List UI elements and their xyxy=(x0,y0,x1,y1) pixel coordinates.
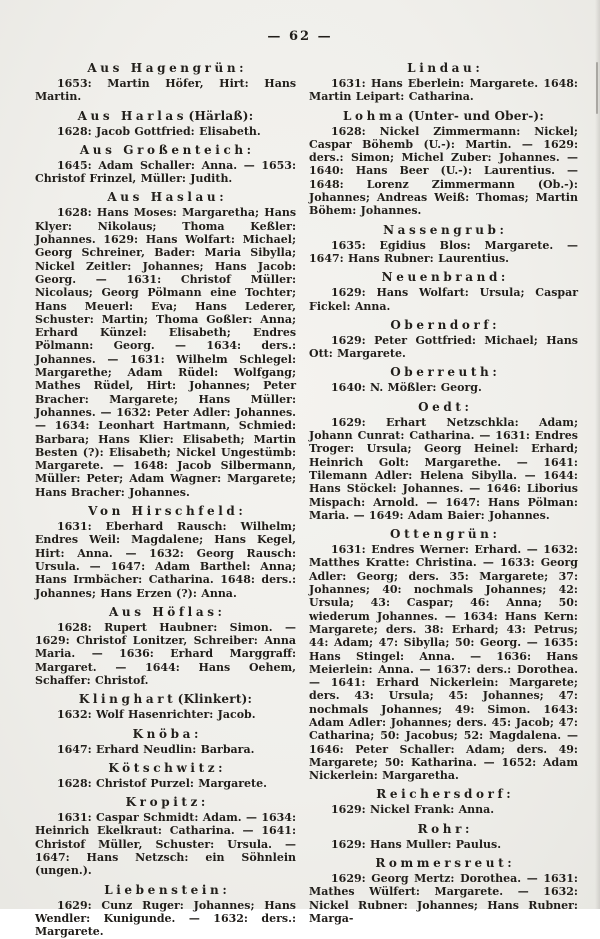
section-oedt xyxy=(309,400,578,522)
section-heading xyxy=(309,856,578,870)
section-heading-main: Nassengrub: xyxy=(383,222,508,237)
section-entries: 1631: Eberhard Rausch: Wilhelm; Endres Weil: Magdalene; Hans Kegel, Hirt: Anna. — 1632: Georg Rausch: Ursula. — 1647: Adam Barthel: Anna; Hans Irmbächer: Catharina. 1648: ders.: Johannes; Hans Erzen (?): Anna. xyxy=(35,520,297,600)
section-heading xyxy=(35,727,296,741)
section-heading xyxy=(309,223,578,237)
section-entries: 1647: Erhard Neudlin: Barbara. xyxy=(57,742,255,756)
section-haslau xyxy=(35,190,296,499)
section-heading xyxy=(35,605,296,619)
two-column-text-block xyxy=(0,44,600,939)
page-column-left xyxy=(35,56,296,939)
section-heading xyxy=(35,504,296,518)
section-kropitz xyxy=(35,795,296,877)
section-heading xyxy=(35,190,296,204)
section-knoeba xyxy=(35,727,296,756)
section-hirschfeld xyxy=(35,504,296,600)
section-heading xyxy=(309,61,578,75)
section-heading-main: Aus Haslau: xyxy=(107,190,228,205)
section-rohr xyxy=(309,822,578,851)
section-heading xyxy=(35,143,296,157)
section-rommersreut xyxy=(309,856,578,925)
section-koetschwitz xyxy=(35,761,296,790)
section-heading-main: Reichersdorf: xyxy=(376,787,515,802)
section-heading-main: Oberndorf: xyxy=(390,317,501,332)
section-heading-main: Aus Hagengrün: xyxy=(87,61,248,75)
section-heading-main: Neuenbrand: xyxy=(381,270,509,285)
section-entries: 1629: Peter Gottfried: Michael; Hans Ott: Margarete. xyxy=(309,333,578,361)
section-entries: 1629: Nickel Frank: Anna. xyxy=(331,803,495,817)
section-heading-main: Knöba: xyxy=(132,726,202,741)
section-entries: 1629: Georg Mertz: Dorothea. — 1631: Mathes Wülfert: Margarete. — 1632: Nickel Rubner: Johannes; Hans Rubner: Marga- xyxy=(309,872,578,925)
section-heading xyxy=(35,795,296,809)
section-entries: 1628: Hans Moses: Margaretha; Hans Klyer: Nikolaus; Thoma Keßler: Johannes. 1629: Hans Wolfart: Michael; Georg Schreiner, Bader: Maria Sibylla; Nickel Zeitler: Johannes; Hans Jacob: Georg. — 1631: Christof Müller: Nicolaus; Georg Pölmann eine Tochter; Hans Meuerl: Eva; Hans Lederer, Schuster: Martin; Thoma Goßler: Anna; Erhard Künzel: Elisabeth; Endres Pölmann: Georg. — 1634: ders.: Johannes. — 1631: Wilhelm Schlegel: Margarethe; Adam Rüdel: Wolfgang; Mathes Rüdel, Hirt: Johannes; Peter Bracher: Margarete; Hans Müller: Johannes. — 1632: Peter Adler: Johannes. — 1634: Leonhart Hartmann, Schmied: Barbara; Hans Klier: Elisabeth; Martin Besten (?): Elisabeth; Nickel Ungestümb: Margarete. — 1648: Jacob Silbermann, Müller: Peter; Adam Wagner: Margarete; Hans Bracher: Johannes. xyxy=(35,206,297,499)
section-entries: 1632: Wolf Hasenrichter: Jacob. xyxy=(57,708,256,722)
section-neuenbrand xyxy=(309,270,578,313)
section-heading-main: Rohr: xyxy=(417,821,474,836)
section-heading-main: Lindau: xyxy=(407,61,484,75)
section-heading xyxy=(309,400,578,414)
section-ottengruen xyxy=(309,527,578,782)
section-heading-main: Kropitz: xyxy=(125,795,209,810)
section-entries: 1635: Egidius Blos: Margarete. — 1647: Hans Rubner: Laurentius. xyxy=(309,238,578,265)
section-heading xyxy=(309,318,578,332)
section-entries: 1640: N. Mößler: Georg. xyxy=(331,381,482,395)
section-heading xyxy=(309,365,578,379)
section-grossenteich xyxy=(35,143,296,186)
section-entries: 1629: Erhart Netzschkla: Adam; Johann Cunrat: Catharina. — 1631: Endres Troger: Ursula; Georg Heinel: Erhard; Heinrich Golt: Margarethe. — 1641: Tilemann Adler: Helena Sibylla. — 1644: Hans Stöckel: Johannes. — 1646: Liborius Mispach: Arnold. — 1647: Hans Pölman: Maria. — 1649: Adam Baier: Johannes. xyxy=(309,415,578,522)
section-heading xyxy=(35,883,296,897)
section-heading-main: Oberreuth: xyxy=(390,365,501,380)
section-entries: 1629: Hans Muller: Paulus. xyxy=(331,837,502,851)
section-entries: 1631: Endres Werner: Erhard. — 1632: Matthes Kratte: Christina. — 1633: Georg Adler: Georg; ders. 35: Margarete; 37: Johannes; 40: nochmals Johannes; 42: Ursula; 43: Caspar; 46: Anna; 50: wiederum Johannes. — 1634: Hans Kern: Margarete; ders. 38: Erhard; 43: Petrus; 44: Adam; 47: Sibylla; 50: Georg. — 1635: Hans Stingel: Anna. — 1636: Hans Meierlein: Anna. — 1637: ders.: Dorothea. — 1641: Erhard Nickerlein: Margarete; ders. 43: Ursula; 45: Johannes; 47: nochmals Johannes; 49: Simon. 1643: Adam Adler: Johannes; ders. 45: Jacob; 47: Catharina; 50: Jacobus; 52: Magdalena. — 1646: Peter Schaller: Adam; ders. 49: Margarete; 50: Katharina. — 1652: Adam Nickerlein: Margaretha. xyxy=(309,543,578,783)
section-entries: 1628: Nickel Zimmermann: Nickel; Caspar Böhemb (U.-): Martin. — 1629: ders.: Simon; Michel Zuber: Johannes. — 1640: Hans Beer (U.-): Laurentius. — 1648: Lorenz Zimmermann (Ob.-): Johannes; Andreas Weiß: Thomas; Martin Böhem: Johannes. xyxy=(309,124,578,218)
section-entries: 1628: Rupert Haubner: Simon. — 1629: Christof Lonitzer, Schreiber: Anna Maria. — 1636: Erhard Marggraff: Margaret. — 1644: Hans Oehem, Schaffer: Christof. xyxy=(35,620,297,687)
section-heading xyxy=(35,61,296,75)
scan-artifact-line xyxy=(596,62,598,114)
section-heading xyxy=(35,109,296,123)
section-heading-main: Klinghart xyxy=(78,692,177,707)
section-harlas xyxy=(35,109,296,138)
section-heading xyxy=(309,109,578,123)
section-hoeflas xyxy=(35,605,296,687)
section-entries: 1629: Cunz Ruger: Johannes; Hans Wendler: Kunigunde. — 1632: ders.: Margarete. xyxy=(35,898,297,939)
section-heading-main: Kötschwitz: xyxy=(108,760,227,775)
section-heading xyxy=(35,692,296,706)
section-heading-main: Aus Harlas xyxy=(77,108,188,123)
page-edge-shadow xyxy=(595,0,600,909)
section-oberreuth xyxy=(309,365,578,394)
page-number: — 62 — xyxy=(267,29,333,44)
section-klinghart xyxy=(35,692,296,721)
section-hagengruen xyxy=(35,61,296,104)
section-lindau xyxy=(309,61,578,104)
section-nassengrub xyxy=(309,223,578,266)
section-oberndorf xyxy=(309,318,578,361)
section-heading xyxy=(309,527,578,541)
section-heading-main: Aus Höflas: xyxy=(109,604,226,619)
section-entries: 1653: Martin Höfer, Hirt: Hans Martin. xyxy=(35,77,297,104)
section-entries: 1629: Hans Wolfart: Ursula; Caspar Fickel: Anna. xyxy=(309,286,578,313)
section-heading xyxy=(35,761,296,775)
section-heading-note: (Härlaß): xyxy=(188,108,254,123)
section-entries: 1631: Hans Eberlein: Margarete. 1648: Martin Leipart: Catharina. xyxy=(309,77,578,104)
section-heading xyxy=(309,787,578,801)
section-heading-main: Lohma xyxy=(342,108,407,123)
section-heading-note: (Klinkert): xyxy=(177,692,253,707)
section-heading-main: Aus Großenteich: xyxy=(79,142,255,157)
section-heading-main: Oedt: xyxy=(418,399,473,414)
section-heading-main: Liebenstein: xyxy=(104,882,231,897)
section-heading xyxy=(309,822,578,836)
section-reichersdorf xyxy=(309,787,578,816)
section-heading xyxy=(309,270,578,284)
section-entries: 1645: Adam Schaller: Anna. — 1653: Christof Frinzel, Müller: Judith. xyxy=(35,158,297,186)
section-heading-note: (Unter- und Ober-): xyxy=(408,108,545,123)
section-lohma xyxy=(309,109,578,218)
section-heading-main: Rommersreut: xyxy=(375,856,516,871)
section-heading-main: Ottengrün: xyxy=(390,527,501,542)
section-entries: 1631: Caspar Schmidt: Adam. — 1634: Heinrich Ekelkraut: Catharina. — 1641: Christof Müller, Schuster: Ursula. — 1647: Hans Netzsch: ein Söhnlein (ungen.). xyxy=(35,811,297,878)
section-heading-main: Von Hirschfeld: xyxy=(88,504,247,519)
section-entries: 1628: Christof Purzel: Margarete. xyxy=(57,776,267,790)
section-entries: 1628: Jacob Gottfried: Elisabeth. xyxy=(57,124,261,138)
section-liebenstein xyxy=(35,883,296,939)
page-column-right xyxy=(309,56,578,939)
